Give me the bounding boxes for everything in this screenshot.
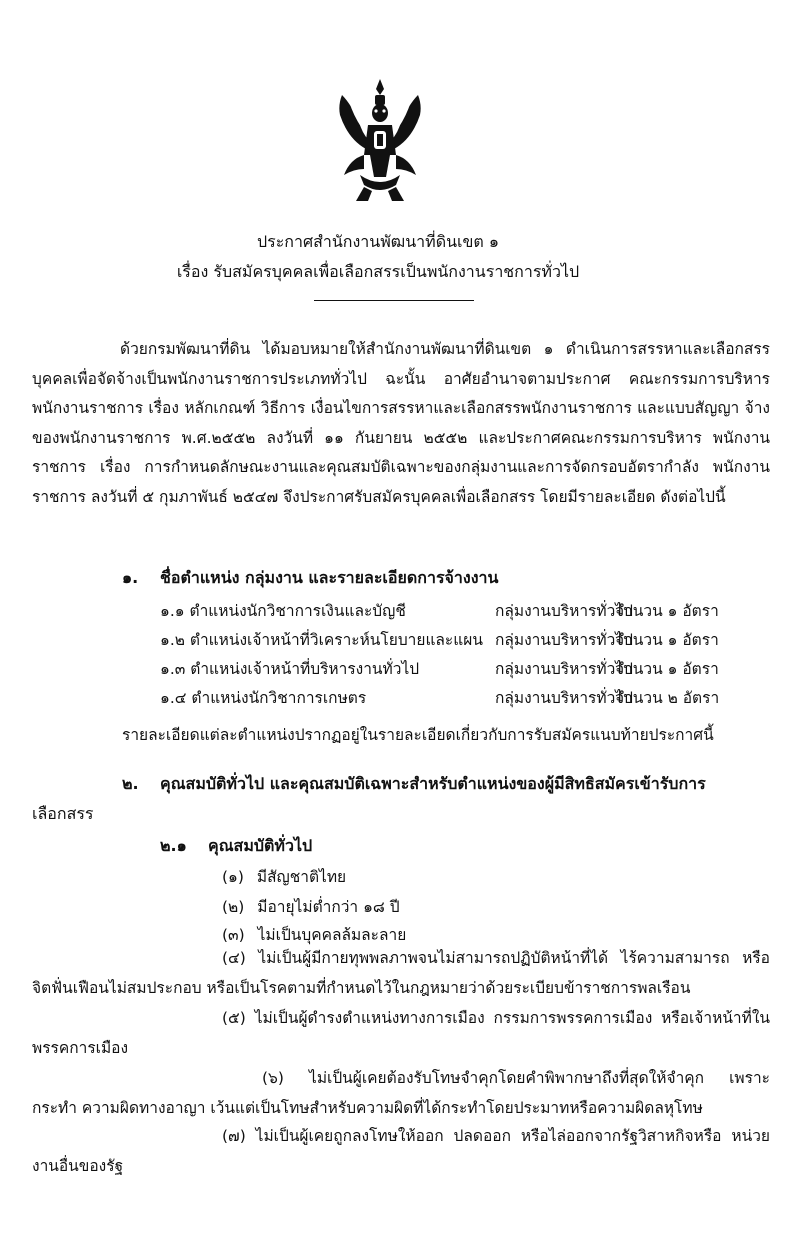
section-1-heading: ชื่อตำแหน่ง กลุ่มงาน และรายละเอียดการจ้างงาน bbox=[160, 568, 499, 587]
qualification-item bbox=[32, 1122, 770, 1181]
item-number: (๖) bbox=[262, 1069, 284, 1087]
qualification-item bbox=[32, 1004, 770, 1063]
item-text: มีอายุไม่ต่ำกว่า ๑๘ ปี bbox=[257, 898, 400, 916]
positions-note: รายละเอียดแต่ละตำแหน่งปรากฏอยู่ในรายละเอียดเกี่ยวกับการรับสมัครแนบท้ายประกาศนี้ bbox=[122, 726, 714, 744]
item-number: (๔) bbox=[222, 949, 246, 967]
item-text: ไม่เป็นบุคคลล้มละลาย bbox=[257, 926, 407, 944]
subsection-2-1-heading: คุณสมบัติทั่วไป bbox=[208, 836, 313, 855]
position-count: จำนวน ๑ อัตรา bbox=[615, 660, 719, 678]
item-text: ไม่เป็นผู้มีกายทุพพลภาพจนไม่สามารถปฏิบัติหน้าที่ได้ ไร้ความสามารถ หรือ จิตฟั่นเฟือนไม่สมประกอบ หรือเป็นโรคตามที่กำหนดไว้ในกฎหมายว่าด้วยระเบียบข้าราชการพลเรือน bbox=[32, 949, 770, 997]
subsection-2-1-number: ๒.๑ bbox=[160, 836, 187, 855]
position-group: กลุ่มงานบริหารทั่วไป bbox=[495, 602, 633, 620]
qualification-item bbox=[32, 944, 770, 1003]
position-row bbox=[160, 598, 770, 620]
announcement-title: ประกาศสำนักงานพัฒนาที่ดินเขต ๑ bbox=[256, 232, 500, 251]
position-name: ๑.๔ ตำแหน่งนักวิชาการเกษตร bbox=[160, 689, 367, 707]
item-text: ไม่เป็นผู้ดำรงตำแหน่งทางการเมือง กรรมการพรรคการเมือง หรือเจ้าหน้าที่ใน พรรคการเมือง bbox=[32, 1009, 770, 1057]
position-name: ๑.๑ ตำแหน่งนักวิชาการเงินและบัญชี bbox=[160, 602, 406, 620]
qualification-item bbox=[32, 1064, 770, 1123]
item-text: ไม่เป็นผู้เคยถูกลงโทษให้ออก ปลดออก หรือไล่ออกจากรัฐวิสาหกิจหรือ หน่วยงานอื่นของรัฐ bbox=[32, 1127, 770, 1175]
section-2-number: ๒. bbox=[122, 774, 139, 793]
section-2-heading: คุณสมบัติทั่วไป และคุณสมบัติเฉพาะสำหรับตำแหน่งของผู้มีสิทธิสมัครเข้ารับการ bbox=[160, 774, 706, 793]
announcement-subject: เรื่อง รับสมัครบุคคลเพื่อเลือกสรรเป็นพนักงานราชการทั่วไป bbox=[176, 262, 580, 281]
garuda-emblem-icon bbox=[320, 75, 440, 205]
item-number: (๗) bbox=[222, 1127, 246, 1145]
position-row bbox=[160, 627, 770, 649]
qualification-item bbox=[222, 864, 346, 889]
item-text: มีสัญชาติไทย bbox=[256, 868, 347, 886]
position-row bbox=[160, 656, 770, 678]
section-1-number: ๑. bbox=[122, 568, 139, 587]
position-group: กลุ่มงานบริหารทั่วไป bbox=[495, 660, 633, 678]
position-count: จำนวน ๑ อัตรา bbox=[615, 631, 719, 649]
position-name: ๑.๓ ตำแหน่งเจ้าหน้าที่บริหารงานทั่วไป bbox=[160, 660, 420, 678]
intro-paragraph: ด้วยกรมพัฒนาที่ดิน ได้มอบหมายให้สำนักงานพัฒนาที่ดินเขต ๑ ดำเนินการสรรหาและเลือกสรร บุคคลเพื่อจัดจ้างเป็นพนักงานราชการประเภททั่วไป ฉะนั้น อาศัยอำนาจตามประกาศ คณะกรรมการบริหาร พนักงานราชการ เรื่อง หลักเกณฑ์ วิธีการ เงื่อนไขการสรรหาและเลือกสรรพนักงานราชการ และแบบสัญญา จ้างของพนักงานราชการ พ.ศ.๒๕๕๒ ลงวันที่ ๑๑ กันยายน ๒๕๕๒ และประกาศคณะกรรมการบริหาร พนักงานราชการ เรื่อง การกำหนดลักษณะงานและคุณสมบัติเฉพาะของกลุ่มงานและการจัดกรอบอัตรากำลัง พนักงานราชการ ลงวันที่ ๕ กุมภาพันธ์ ๒๕๔๗ จึงประกาศรับสมัครบุคคลเพื่อเลือกสรร โดยมีรายละเอียด ดังต่อไปนี้ bbox=[32, 340, 770, 506]
position-group: กลุ่มงานบริหารทั่วไป bbox=[495, 689, 633, 707]
item-number: (๓) bbox=[222, 926, 245, 944]
position-row bbox=[160, 685, 770, 707]
item-number: (๒) bbox=[222, 898, 245, 916]
qualification-item bbox=[222, 894, 400, 919]
position-group: กลุ่มงานบริหารทั่วไป bbox=[495, 631, 633, 649]
title-underline bbox=[314, 300, 474, 301]
item-text: ไม่เป็นผู้เคยต้องรับโทษจำคุกโดยคำพิพากษาถึงที่สุดให้จำคุก เพราะกระทำ ความผิดทางอาญา เว้นแต่เป็นโทษสำหรับความผิดที่ได้กระทำโดยประมาทหรือความผิดลหุโทษ bbox=[32, 1069, 770, 1117]
item-number: (๕) bbox=[222, 1009, 246, 1027]
section-2-heading-cont: เลือกสรร bbox=[32, 804, 94, 823]
position-count: จำนวน ๒ อัตรา bbox=[615, 689, 720, 707]
item-number: (๑) bbox=[222, 868, 244, 886]
position-name: ๑.๒ ตำแหน่งเจ้าหน้าที่วิเคราะห์นโยบายและแผน bbox=[160, 631, 483, 649]
position-count: จำนวน ๑ อัตรา bbox=[615, 602, 719, 620]
